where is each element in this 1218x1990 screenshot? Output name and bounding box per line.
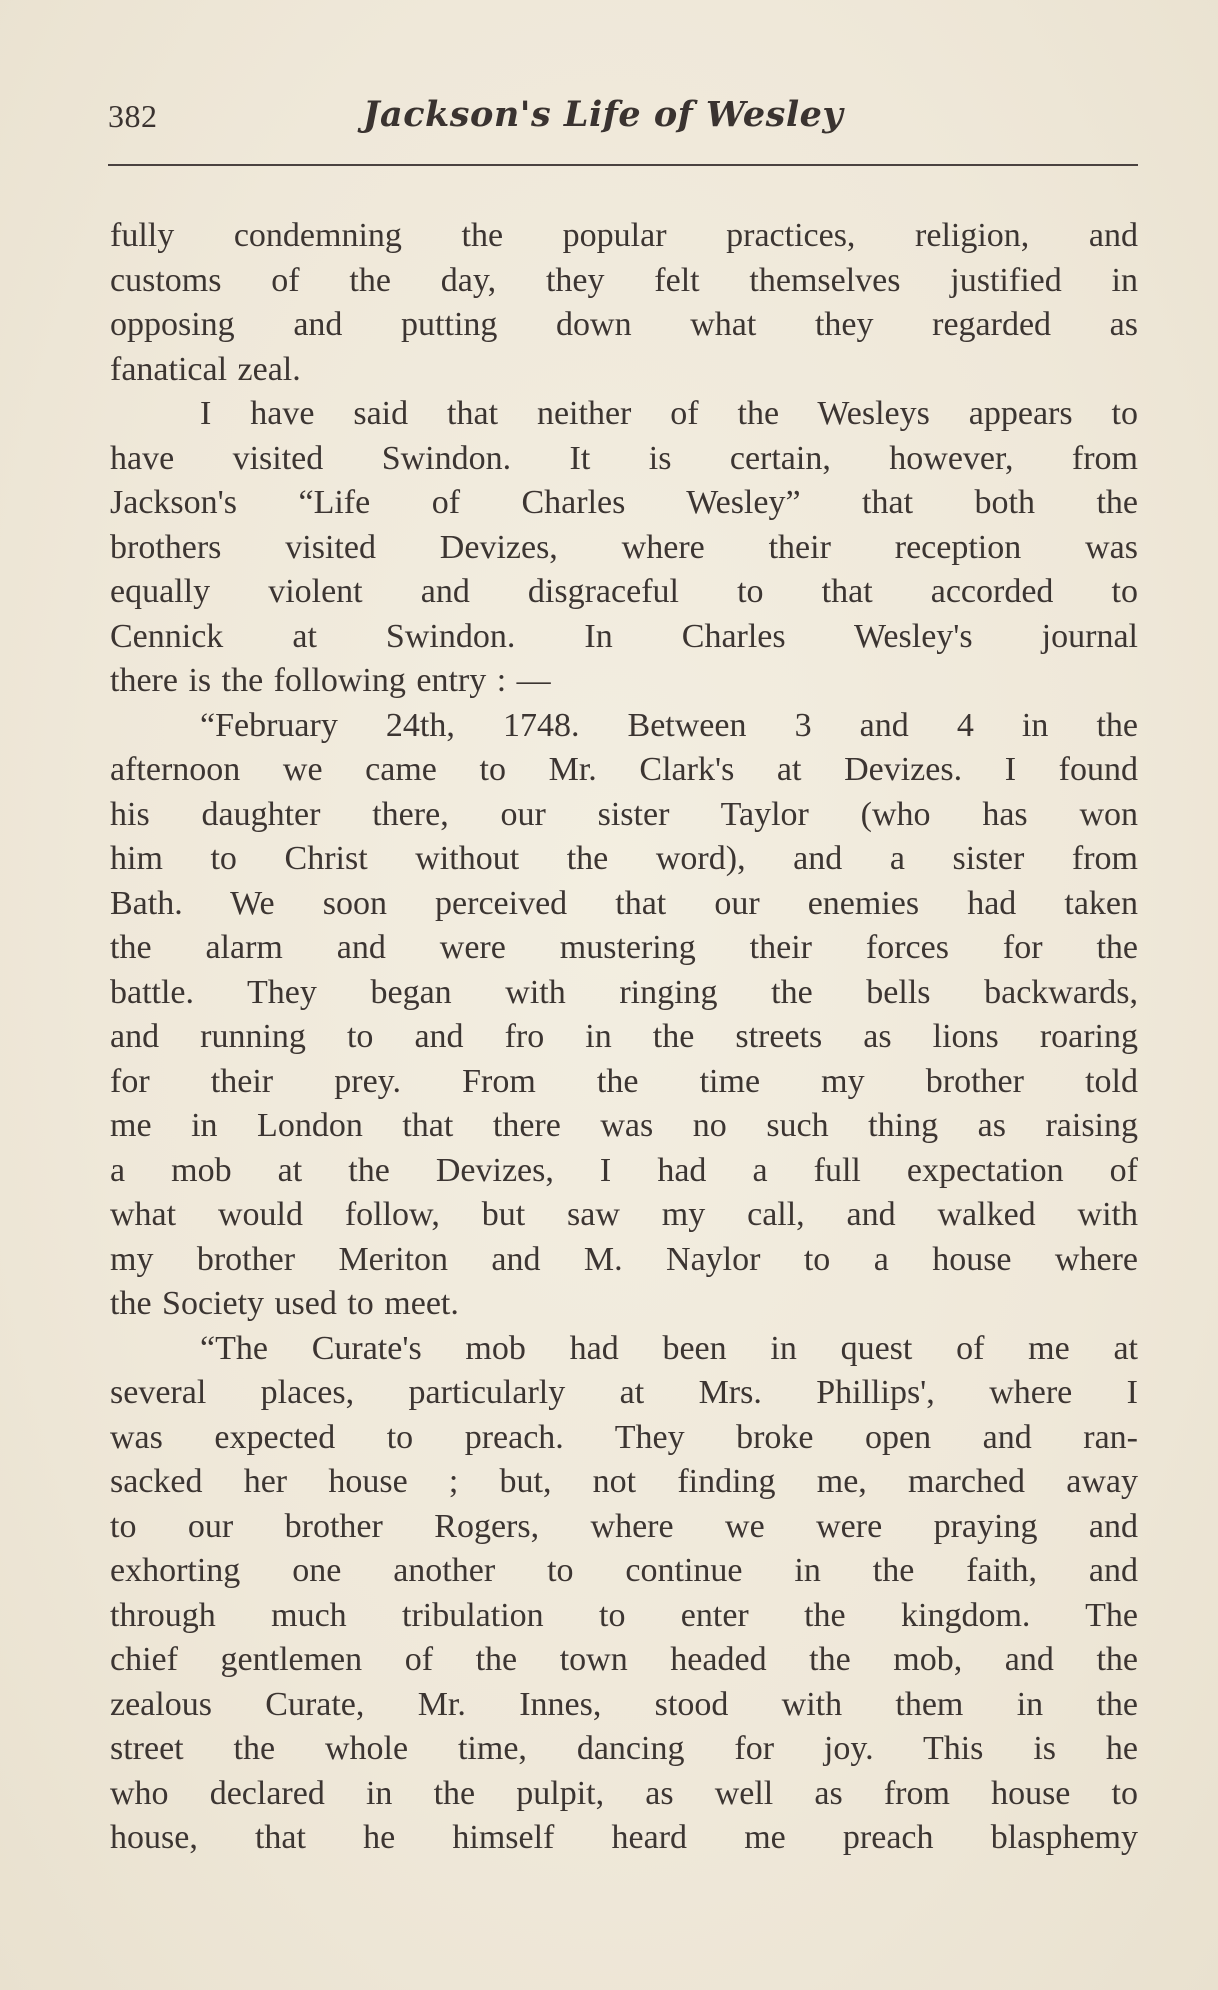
text-line: exhorting one another to continue in the faith, and (110, 1552, 1138, 1589)
body-text (110, 214, 1138, 1861)
text-line: there is the following entry : — (110, 662, 551, 699)
text-line: opposing and putting down what they regarded as (110, 306, 1138, 343)
page-header (108, 94, 1138, 146)
text-line: my brother Meriton and M. Naylor to a house where (110, 1240, 1138, 1278)
text-line: equally violent and disgraceful to that accorded to (110, 573, 1138, 610)
text-line: street the whole time, dancing for joy. This is he (110, 1730, 1138, 1767)
text-line: sacked her house ; but, not finding me, marched away (110, 1463, 1138, 1500)
text-line: battle. They began with ringing the bells backwards, (110, 973, 1138, 1011)
text-line: Bath. We soon perceived that our enemies had taken (110, 884, 1138, 922)
text-line: his daughter there, our sister Taylor (who has won (110, 795, 1138, 833)
text-line: “The Curate's mob had been in quest of me at (200, 1329, 1138, 1367)
text-line: chief gentlemen of the town headed the mob, and the (110, 1641, 1138, 1678)
text-line: fanatical zeal. (110, 350, 301, 388)
text-line: a mob at the Devizes, I had a full expectation of (110, 1151, 1138, 1189)
text-line: through much tribulation to enter the kingdom. The (110, 1596, 1138, 1634)
text-line: brothers visited Devizes, where their reception was (110, 528, 1138, 566)
text-line: I have said that neither of the Wesleys appears to (200, 395, 1138, 432)
text-line: what would follow, but saw my call, and walked with (110, 1196, 1138, 1233)
text-line: the alarm and were mustering their forces for the (110, 929, 1138, 966)
text-line: afternoon we came to Mr. Clark's at Devizes. I found (110, 751, 1138, 788)
text-line: to our brother Rogers, where we were praying and (110, 1507, 1138, 1545)
text-line: Cennick at Swindon. In Charles Wesley's journal (110, 617, 1138, 655)
text-line: “February 24th, 1748. Between 3 and 4 in the (200, 706, 1138, 744)
text-line: who declared in the pulpit, as well as from house to (110, 1774, 1138, 1812)
text-line: was expected to preach. They broke open and ran- (110, 1418, 1138, 1456)
text-line: have visited Swindon. It is certain, however, from (110, 439, 1138, 477)
page-number: 382 (108, 98, 158, 134)
text-line: zealous Curate, Mr. Innes, stood with them in the (110, 1685, 1138, 1723)
text-line: him to Christ without the word), and a sister from (110, 840, 1138, 877)
text-line: the Society used to meet. (110, 1285, 459, 1322)
text-line: and running to and fro in the streets as lions roaring (110, 1018, 1138, 1055)
text-line: several places, particularly at Mrs. Phillips', where I (110, 1374, 1138, 1411)
text-line: me in London that there was no such thing as raising (110, 1107, 1138, 1144)
text-line: for their prey. From the time my brother told (110, 1062, 1138, 1100)
text-line: Jackson's “Life of Charles Wesley” that both the (110, 484, 1138, 521)
text-line: customs of the day, they felt themselves justified in (110, 261, 1138, 299)
text-line: fully condemning the popular practices, religion, and (110, 217, 1138, 254)
text-line: house, that he himself heard me preach blasphemy (110, 1819, 1138, 1856)
header-rule (108, 164, 1138, 166)
running-head: Jackson's Life of Wesley (363, 94, 844, 135)
